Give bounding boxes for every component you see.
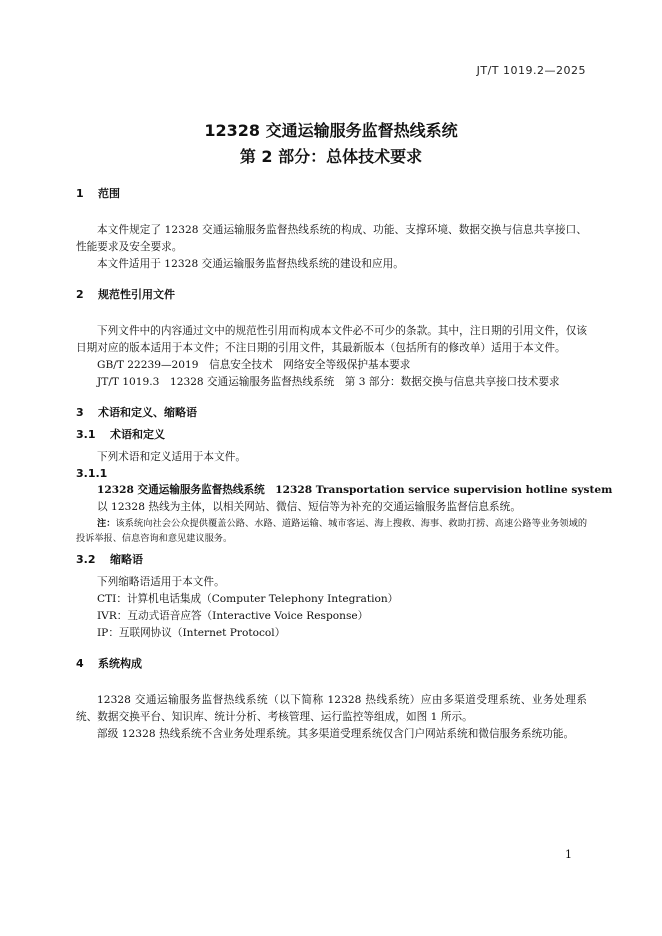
- note-text: 该系统向社会公众提供覆盖公路、水路、道路运输、城市客运、海上搜救、海事、救助打捞、高速公路等业务领域的投诉举报、信息咨询和意见建议服务。: [76, 518, 588, 544]
- document-body: [76, 186, 613, 743]
- section-number: 4: [76, 657, 84, 670]
- subsection-number: 3.1: [76, 428, 96, 441]
- page-number: 1: [565, 848, 572, 861]
- section-heading-2: [76, 287, 587, 303]
- normative-reference: JT/T 1019.3 12328 交通运输服务监督热线系统 第 3 部分：数据交换与信息共享接口技术要求: [97, 376, 560, 388]
- paragraph: 本文件规定了 12328 交通运输服务监督热线系统的构成、功能、支撑环境、数据交换与信息共享接口、性能要求及安全要求。: [76, 224, 587, 253]
- document-title: 12328 交通运输服务监督热线系统: [204, 121, 458, 140]
- term-entry: 12328 交通运输服务监督热线系统 12328 Transportation service supervision hotline system: [97, 484, 613, 496]
- note: [76, 516, 587, 546]
- abbreviation: IVR：互动式语音应答（Interactive Voice Response）: [97, 610, 369, 622]
- section-title: 规范性引用文件: [98, 288, 175, 301]
- title-block: [0, 118, 662, 170]
- section-heading-1: [76, 186, 587, 202]
- section-title: 系统构成: [98, 657, 142, 670]
- term-definition: 以 12328 热线为主体，以相关网站、微信、短信等为补充的交通运输服务监督信息系统。: [97, 501, 521, 513]
- normative-reference: GB/T 22239—2019 信息安全技术 网络安全等级保护基本要求: [97, 359, 411, 371]
- section-heading-4: [76, 656, 587, 672]
- abbreviation: CTI：计算机电话集成（Computer Telephony Integration）: [97, 593, 399, 605]
- document-subtitle: 第 2 部分：总体技术要求: [239, 147, 423, 166]
- abbreviation: IP：互联网协议（Internet Protocol）: [97, 627, 286, 639]
- term-number: 3.1.1: [76, 467, 108, 480]
- section-heading-3: [76, 405, 587, 421]
- subsection-heading-3-2: [76, 552, 587, 568]
- subsection-number: 3.2: [76, 553, 96, 566]
- section-number: 2: [76, 288, 84, 301]
- note-label: 注：: [97, 518, 116, 529]
- paragraph: 本文件适用于 12328 交通运输服务监督热线系统的建设和应用。: [97, 258, 404, 270]
- standard-code: JT/T 1019.2—2025: [476, 64, 586, 77]
- subsection-heading-3-1: [76, 427, 587, 443]
- section-number: 3: [76, 406, 84, 419]
- subsection-title: 缩略语: [110, 553, 143, 566]
- paragraph: 下列缩略语适用于本文件。: [97, 576, 225, 588]
- section-number: 1: [76, 187, 84, 200]
- section-title: 范围: [98, 187, 120, 200]
- section-title: 术语和定义、缩略语: [98, 406, 197, 419]
- subsection-title: 术语和定义: [110, 428, 165, 441]
- paragraph: 下列文件中的内容通过文中的规范性引用而构成本文件必不可少的条款。其中，注日期的引用文件，仅该日期对应的版本适用于本文件；不注日期的引用文件，其最新版本（包括所有的修改单）适用于本文件。: [76, 325, 587, 354]
- paragraph: 部级 12328 热线系统不含业务处理系统。其多渠道受理系统仅含门户网站系统和微信服务系统功能。: [97, 728, 575, 740]
- paragraph: 12328 交通运输服务监督热线系统（以下简称 12328 热线系统）应由多渠道受理系统、业务处理系统、数据交换平台、知识库、统计分析、考核管理、运行监控等组成，如图 1 所示。: [76, 694, 587, 723]
- paragraph: 下列术语和定义适用于本文件。: [97, 451, 247, 463]
